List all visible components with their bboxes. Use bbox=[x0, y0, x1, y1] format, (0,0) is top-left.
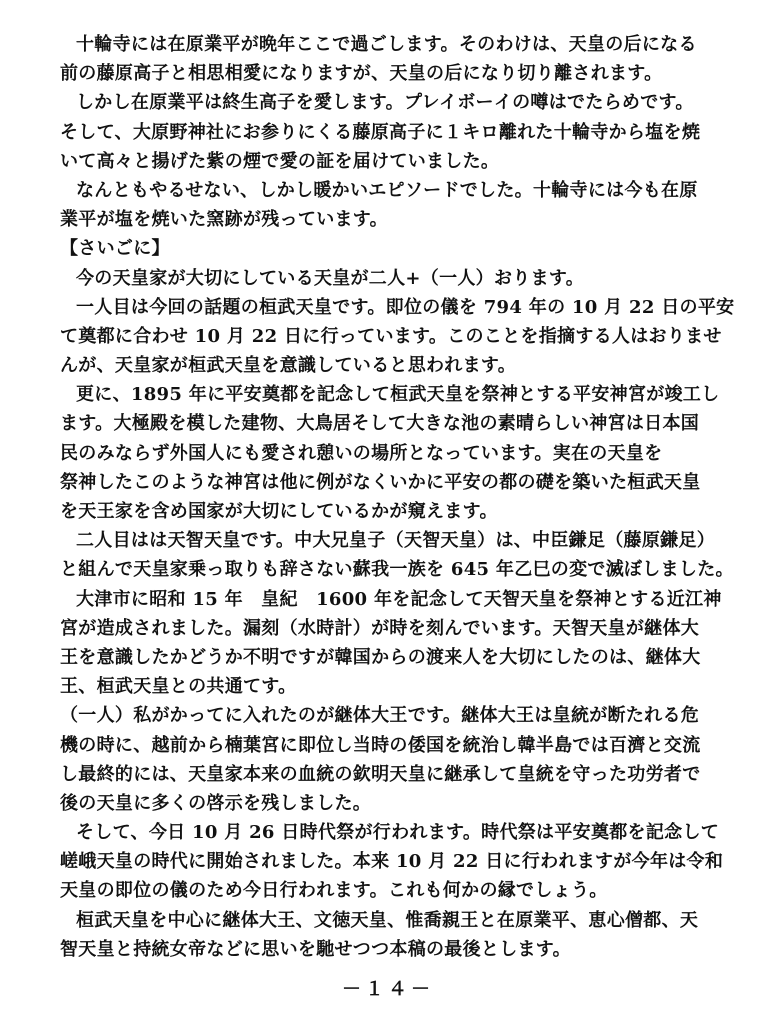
text-line: そして、今日 10 月 26 日時代祭が行われます。時代祭は平安奠都を記念して bbox=[76, 822, 720, 844]
text-line: そして、大原野神社にお参りにくる藤原高子に１キロ離れた十輪寺から塩を焼 bbox=[60, 121, 701, 143]
text-line: 宮が造成されました。漏刻（水時計）が時を刻んでいます。天智天皇が継体大 bbox=[60, 617, 700, 639]
text-line: 二人目はは天智天皇です。中大兄皇子（天智天皇）は、中臣鎌足（藤原鎌足） bbox=[76, 530, 716, 552]
section-heading: 【さいごに】 bbox=[60, 238, 170, 260]
text-line: 十輪寺には在原業平が晩年ここで過ごします。そのわけは、天皇の后になる bbox=[76, 34, 697, 55]
text-line: （一人）私がかってに入れたのが継体大王です。継体大王は皇統が断たれる危 bbox=[60, 705, 700, 727]
text-line: なんともやるせない、しかし暖かいエピソードでした。十輪寺には今も在原 bbox=[76, 179, 698, 201]
text-line: 大津市に昭和 15 年 皇紀 1600 年を記念して天智天皇を祭神とする近江神 bbox=[76, 588, 722, 610]
text-line: 今の天皇家が大切にしている天皇が二人+（一人）おります。 bbox=[76, 267, 585, 289]
text-line: 後の天皇に多くの啓示を残しました。 bbox=[60, 792, 372, 814]
text-line: 嵯峨天皇の時代に開始されました。本来 10 月 22 日に行われますが今年は令和 bbox=[60, 851, 724, 873]
text-line: んが、天皇家が桓武天皇を意識していると思われます。 bbox=[60, 355, 517, 377]
text-line: と組んで天皇家乗っ取りも辞さない蘇我一族を 645 年乙巳の変で滅ぼしました。 bbox=[60, 559, 734, 581]
text-line: 王、桓武天皇との共通てす。 bbox=[60, 676, 297, 698]
text-line: 業平が塩を焼いた窯跡が残っています。 bbox=[60, 209, 388, 231]
text-line: し最終的には、天皇家本来の血統の欽明天皇に継承して皇統を守った功労者で bbox=[60, 763, 701, 785]
text-line: ます。大極殿を模した建物、大鳥居そして大きな池の素晴らしい神宮は日本国 bbox=[60, 413, 700, 435]
text-line: しかし在原業平は終生高子を愛します。プレイボーイの噂はでたらめです。 bbox=[76, 92, 694, 114]
text-line: 民のみならず外国人にも愛され憩いの場所となっています。実在の天皇を bbox=[60, 442, 663, 464]
text-line: 祭神したこのような神宮は他に例がなくいかに平安の都の礎を築いた桓武天皇 bbox=[60, 471, 701, 493]
text-line: いて高々と揚げた紫の煙で愛の証を届けていました。 bbox=[60, 150, 500, 172]
text-line: を天王家を含め国家が大切にしているかが窺えます。 bbox=[60, 501, 498, 522]
text-line: 一人目は今回の話題の桓武天皇です。即位の儀を 794 年の 10 月 22 日の平安 bbox=[76, 296, 735, 318]
text-line: 智天皇と持統女帝などに思いを馳せつつ本稿の最後とします。 bbox=[60, 938, 571, 960]
document-body bbox=[60, 30, 735, 964]
text-line: 桓武天皇を中心に継体大王、文徳天皇、惟喬親王と在原業平、恵心僧都、天 bbox=[76, 909, 699, 931]
text-line: 天皇の即位の儀のため今日行われます。これも何かの縁でしょう。 bbox=[60, 880, 608, 902]
page-number: －１４－ bbox=[341, 978, 434, 1000]
text-line: 前の藤原高子と相思相愛になりますが、天皇の后になり切り離されます。 bbox=[60, 63, 663, 85]
text-line: て奠都に合わせ 10 月 22 日に行っています。このことを指摘する人はおりませ bbox=[60, 325, 722, 347]
text-line: 更に、1895 年に平安奠都を記念して桓武天皇を祭神とする平安神宮が竣工し bbox=[76, 384, 720, 406]
text-line: 機の時に、越前から楠葉宮に即位し当時の倭国を統治し韓半島では百濟と交流 bbox=[60, 734, 701, 756]
text-line: 王を意識したかどうか不明ですが韓国からの渡来人を大切にしたのは、継体大 bbox=[60, 646, 701, 668]
